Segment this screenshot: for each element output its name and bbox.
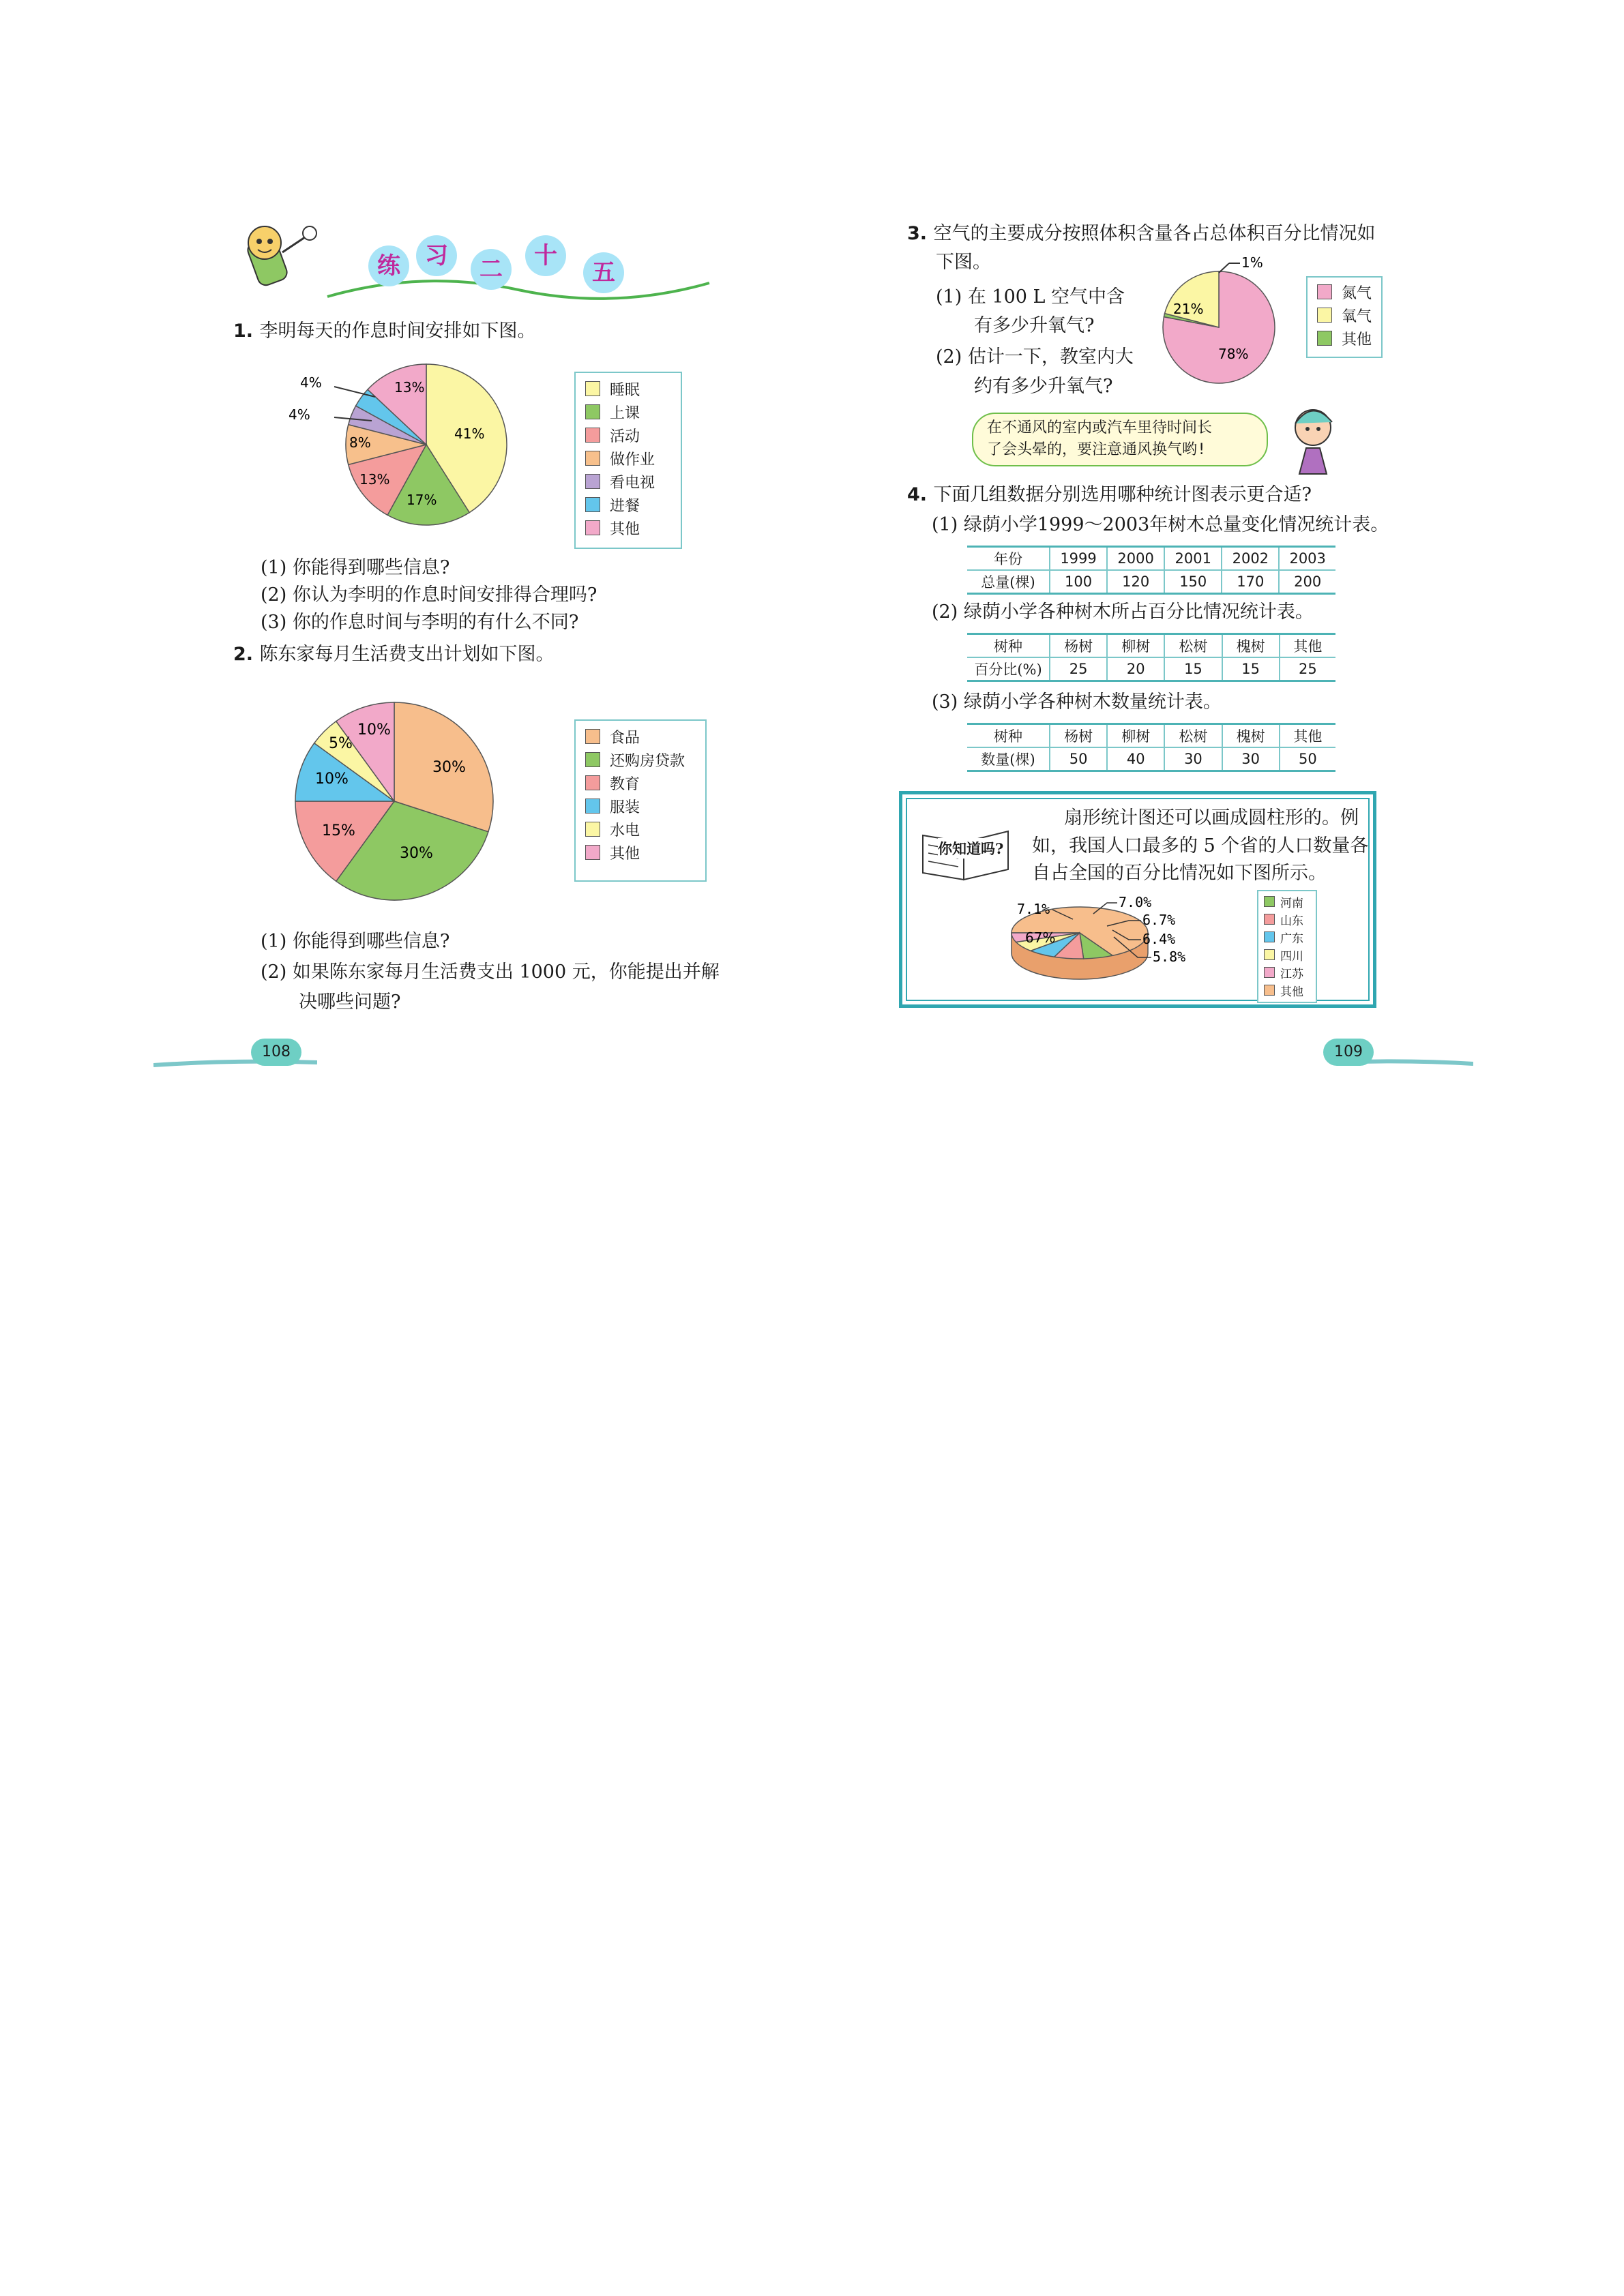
legend-swatch — [585, 845, 600, 860]
table-2-title: (2) 绿荫小学各种树木所占百分比情况统计表。 — [932, 601, 1314, 623]
question-text: 李明每天的作息时间安排如下图。 — [259, 320, 536, 342]
pie-label: 17% — [407, 492, 437, 508]
table-cell: 杨树 — [1050, 724, 1107, 748]
legend-item: 江苏 — [1258, 964, 1316, 981]
pie-label: 1% — [1241, 254, 1263, 271]
question-number: 3 — [907, 223, 920, 244]
table-header-row — [967, 724, 1335, 748]
pie-label: 30% — [432, 759, 466, 776]
pie-label: 5.8% — [1153, 949, 1186, 965]
table-cell: 30 — [1222, 747, 1280, 771]
table-cell: 槐树 — [1222, 634, 1280, 658]
legend-swatch — [585, 799, 600, 814]
page-number: 108 — [251, 1039, 301, 1066]
pie-label: 78% — [1218, 346, 1249, 362]
legend-item: 水电 — [576, 818, 705, 841]
header-char: 五 — [583, 252, 624, 293]
legend-swatch — [1264, 914, 1275, 925]
pie-label: 6.7% — [1142, 912, 1176, 928]
table-cell: 25 — [1050, 657, 1107, 681]
pie-label: 4% — [300, 374, 322, 391]
legend-swatch — [585, 428, 600, 443]
did-you-know-badge: 你知道吗? — [938, 838, 1003, 859]
pie-label: 10% — [357, 721, 391, 739]
table-cell: 总量(棵) — [967, 570, 1050, 594]
page-number: 109 — [1323, 1039, 1374, 1066]
table-row — [967, 570, 1335, 594]
table-cell: 2003 — [1279, 547, 1335, 571]
cylinder-pie-chart — [971, 886, 1257, 1002]
info-text: 如，我国人口最多的 5 个省的人口数量各 — [1032, 835, 1369, 856]
question-number: 2 — [233, 644, 246, 665]
legend-swatch — [585, 775, 600, 790]
info-text: 扇形统计图还可以画成圆柱形的。例 — [1064, 807, 1359, 829]
question-3: 3. 空气的主要成分按照体积含量各占总体积百分比情况如 — [907, 223, 1376, 244]
table-cell: 2000 — [1107, 547, 1164, 571]
table-cell: 数量(棵) — [967, 747, 1050, 771]
table-cell: 1999 — [1050, 547, 1107, 571]
pie-label: 8% — [349, 434, 371, 451]
table-cell: 年份 — [967, 547, 1050, 571]
pie-label: 7.0% — [1119, 894, 1152, 910]
question-text: 下面几组数据分别选用哪种统计图表示更合适? — [933, 484, 1312, 505]
did-you-know-box — [899, 791, 1376, 1008]
table-cell: 树种 — [967, 634, 1050, 658]
legend-item: 做作业 — [576, 447, 681, 470]
table-cell: 其他 — [1280, 724, 1335, 748]
question-number: 4 — [907, 484, 920, 505]
table-3-title: (3) 绿荫小学各种树木数量统计表。 — [932, 691, 1222, 713]
question-4: 4. 下面几组数据分别选用哪种统计图表示更合适? — [907, 484, 1312, 505]
q2-sub-question: (2) 如果陈东家每月生活费支出 1000 元，你能提出并解 — [261, 961, 720, 983]
legend-item: 活动 — [576, 423, 681, 447]
legend-item: 四川 — [1258, 946, 1316, 964]
q2-legend — [574, 719, 707, 882]
pie-label: 4% — [289, 406, 310, 423]
table-cell: 柳树 — [1107, 634, 1164, 658]
table-cell: 100 — [1050, 570, 1107, 594]
q2-sub-question: (1) 你能得到哪些信息? — [261, 931, 450, 952]
table-row — [967, 747, 1335, 771]
q1-sub-question: (1) 你能得到哪些信息? — [261, 557, 450, 578]
info-text: 自占全国的百分比情况如下图所示。 — [1032, 863, 1327, 884]
legend-item: 其他 — [576, 841, 705, 864]
pie-label: 7.1% — [1017, 901, 1050, 917]
header-char: 练 — [368, 245, 409, 286]
q1-sub-question: (2) 你认为李明的作息时间安排得合理吗? — [261, 584, 597, 606]
header-char: 二 — [471, 249, 512, 290]
tip-bubble — [972, 413, 1268, 466]
table-cell: 2001 — [1164, 547, 1222, 571]
table-row — [967, 657, 1335, 681]
legend-item: 服装 — [576, 794, 705, 818]
table-cell: 15 — [1164, 657, 1222, 681]
legend-swatch — [1264, 949, 1275, 960]
table-cell: 200 — [1279, 570, 1335, 594]
q2-sub-question: 决哪些问题? — [299, 992, 401, 1013]
question-text: 下图。 — [936, 252, 991, 273]
table-cell: 170 — [1222, 570, 1279, 594]
info-legend — [1257, 890, 1317, 1003]
table-cell: 50 — [1050, 747, 1107, 771]
legend-item: 其他 — [1258, 981, 1316, 999]
table-cell: 其他 — [1280, 634, 1335, 658]
table-cell: 30 — [1164, 747, 1222, 771]
q3-sub-question: 约有多少升氧气? — [974, 376, 1113, 397]
q2-pie-chart — [293, 699, 505, 904]
legend-item: 进餐 — [576, 493, 681, 516]
pie-label: 13% — [394, 379, 425, 396]
legend-item: 氧气 — [1308, 303, 1381, 327]
pencil-mascot-icon — [232, 218, 327, 293]
legend-swatch — [1264, 931, 1275, 942]
pie-label: 21% — [1173, 301, 1204, 317]
legend-swatch — [1317, 331, 1332, 346]
q1-pie-chart — [286, 355, 532, 539]
table-cell: 2002 — [1222, 547, 1279, 571]
table-tree-count — [967, 723, 1335, 772]
legend-swatch — [1264, 985, 1275, 996]
q1-sub-question: (3) 你的作息时间与李明的有什么不同? — [261, 612, 579, 633]
legend-item: 其他 — [1308, 327, 1381, 350]
legend-swatch — [585, 451, 600, 466]
legend-item: 山东 — [1258, 910, 1316, 928]
legend-swatch — [585, 752, 600, 767]
question-2: 2. 陈东家每月生活费支出计划如下图。 — [233, 644, 555, 665]
table-cell: 柳树 — [1107, 724, 1164, 748]
table-cell: 松树 — [1164, 634, 1222, 658]
legend-item: 氮气 — [1308, 280, 1381, 303]
table-cell: 槐树 — [1222, 724, 1280, 748]
legend-item: 上课 — [576, 400, 681, 423]
q3-sub-question: (1) 在 100 L 空气中含 — [936, 286, 1125, 308]
legend-swatch — [585, 474, 600, 489]
header-char: 十 — [525, 235, 566, 276]
pie-label: 41% — [454, 426, 485, 442]
question-text: 陈东家每月生活费支出计划如下图。 — [259, 644, 555, 665]
question-1: 1. 李明每天的作息时间安排如下图。 — [233, 320, 536, 342]
table-cell: 树种 — [967, 724, 1050, 748]
table-cell: 松树 — [1164, 724, 1222, 748]
pie-label: 10% — [315, 771, 349, 788]
q3-sub-question: 有多少升氧气? — [974, 315, 1095, 336]
question-text: 空气的主要成分按照体积含量各占总体积百分比情况如 — [933, 223, 1376, 244]
question-number: 1 — [233, 320, 246, 342]
header-char: 习 — [416, 235, 457, 276]
pie-label: 15% — [322, 822, 355, 839]
pie-label: 5% — [329, 735, 353, 752]
q3-sub-question: (2) 估计一下，教室内大 — [936, 346, 1134, 368]
table-cell: 150 — [1164, 570, 1222, 594]
table-cell: 50 — [1280, 747, 1335, 771]
legend-item: 其他 — [576, 516, 681, 539]
legend-swatch — [1317, 308, 1332, 323]
legend-swatch — [585, 729, 600, 744]
table-1-title: (1) 绿荫小学1999～2003年树木总量变化情况统计表。 — [932, 514, 1389, 535]
q3-legend — [1306, 276, 1383, 358]
table-cell: 120 — [1107, 570, 1164, 594]
q1-legend — [574, 372, 682, 549]
legend-swatch — [585, 520, 600, 535]
table-cell: 百分比(%) — [967, 657, 1050, 681]
legend-item: 教育 — [576, 771, 705, 794]
legend-swatch — [585, 497, 600, 512]
table-cell: 20 — [1107, 657, 1164, 681]
table-tree-percent — [967, 633, 1335, 682]
legend-item: 广东 — [1258, 928, 1316, 946]
table-tree-total — [967, 546, 1335, 595]
legend-item: 看电视 — [576, 470, 681, 493]
pie-label: 67% — [1025, 929, 1056, 946]
legend-item: 食品 — [576, 725, 705, 748]
legend-swatch — [585, 381, 600, 396]
legend-item: 还购房贷款 — [576, 748, 705, 771]
table-header-row — [967, 547, 1335, 571]
girl-mascot-icon — [1272, 399, 1354, 481]
table-cell: 杨树 — [1050, 634, 1107, 658]
pie-label: 30% — [400, 845, 433, 862]
legend-swatch — [1317, 284, 1332, 299]
q3-pie-chart — [1153, 252, 1289, 402]
legend-swatch — [585, 404, 600, 419]
tip-text: 了会头晕的，要注意通风换气哟! — [987, 441, 1207, 458]
table-cell: 25 — [1280, 657, 1335, 681]
tip-text: 在不通风的室内或汽车里待时间长 — [987, 419, 1213, 436]
table-cell: 40 — [1107, 747, 1164, 771]
legend-swatch — [585, 822, 600, 837]
legend-swatch — [1264, 967, 1275, 978]
legend-swatch — [1264, 896, 1275, 907]
table-cell: 15 — [1222, 657, 1280, 681]
legend-item: 河南 — [1258, 893, 1316, 910]
pie-label: 6.4% — [1142, 931, 1176, 947]
table-header-row — [967, 634, 1335, 658]
pie-label: 13% — [359, 471, 390, 488]
legend-item: 睡眠 — [576, 377, 681, 400]
